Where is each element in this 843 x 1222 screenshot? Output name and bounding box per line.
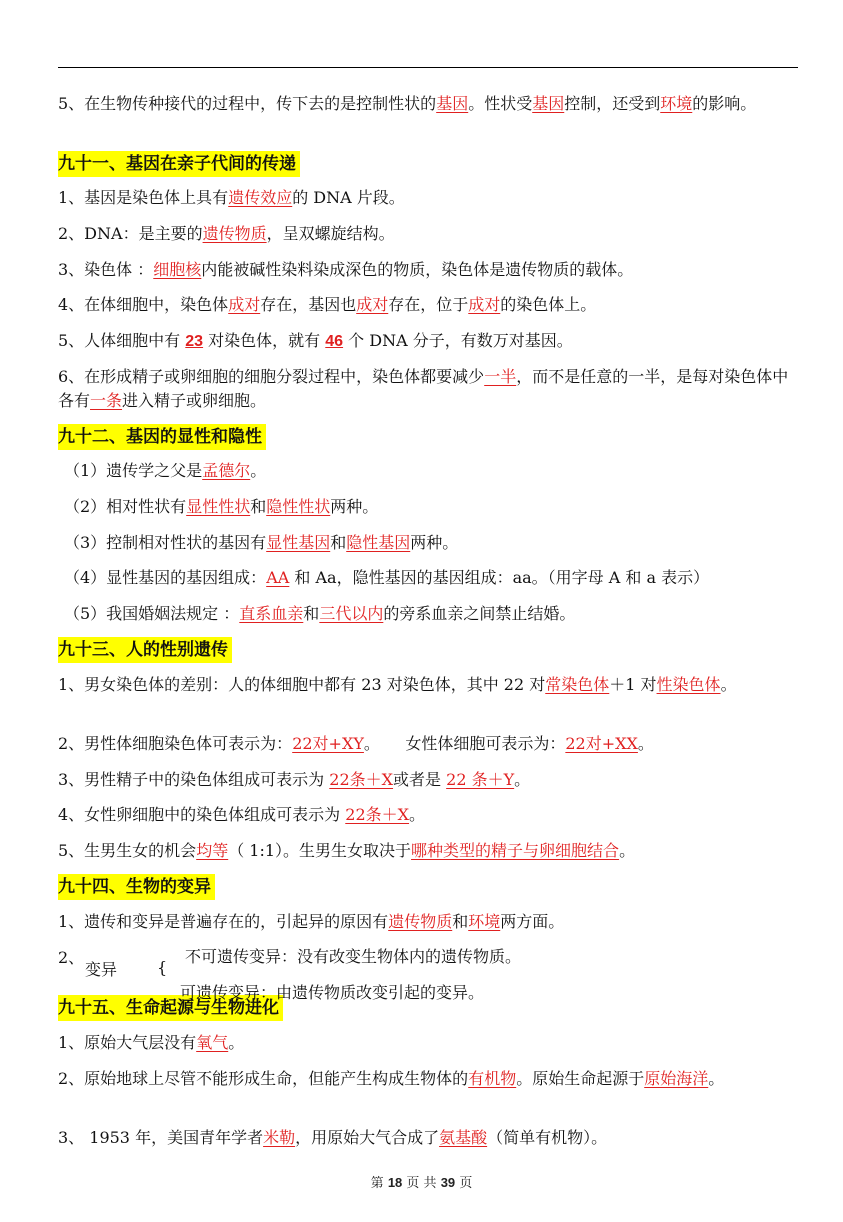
key-term: 基因	[532, 94, 565, 113]
s91-line-6: 6、在形成精子或卵细胞的细胞分裂过程中，染色体都要减少一半，而不是任意的一半，是每对染色体中各有一条进入精子或卵细胞。	[58, 367, 789, 410]
s92-line-1: （1）遗传学之父是孟德尔。	[64, 461, 267, 480]
text: 控制，还受到	[564, 94, 661, 113]
key-term: 一半	[484, 367, 517, 386]
key-term: 环境	[660, 94, 693, 113]
text: 的影响。	[692, 94, 757, 113]
s92-line-4: （4）显性基因的基因组成：AA 和 Aa，隐性基因的基因组成：aa。（用字母 A 和 a 表示）	[64, 568, 710, 587]
s93-line-3: 3、男性精子中的染色体组成可表示为 22条＋X或者是 22 条＋Y。	[58, 770, 531, 789]
s95-line-2: 2、原始地球上尽管不能形成生命，但能产生构成生物体的有机物。原始生命起源于原始海洋。	[58, 1069, 725, 1088]
key-term: 隐性基因	[346, 533, 411, 552]
section-heading-94: 九十四、生物的变异	[58, 874, 215, 900]
s93-line-5: 5、生男生女的机会均等（ 1:1）。生男生女取决于哪种类型的精子与卵细胞结合。	[58, 841, 636, 860]
key-term: 直系血亲	[239, 604, 304, 623]
heritable-variation: 可遗传变异：由遗传物质改变引起的变异。	[180, 983, 485, 1002]
key-term: 成对	[356, 295, 389, 314]
s91-line-4: 4、在体细胞中，染色体成对存在，基因也成对存在，位于成对的染色体上。	[58, 295, 597, 314]
key-number: 46	[325, 333, 344, 350]
paragraph-top	[58, 92, 798, 116]
key-term: 氨基酸	[439, 1128, 488, 1147]
page-number: 18	[387, 1175, 403, 1190]
key-term: 隐性性状	[266, 497, 331, 516]
s91-line-1: 1、基因是染色体上具有遗传效应的 DNA 片段。	[58, 188, 405, 207]
section-heading-95: 九十五、生命起源与生物进化	[58, 995, 283, 1021]
brace: {	[157, 958, 168, 977]
s94-line-1: 1、遗传和变异是普遍存在的，引起异的原因有遗传物质和环境两方面。	[58, 912, 565, 931]
variation-label: 变异	[85, 960, 118, 979]
s92-line-2: （2）相对性状有显性性状和隐性性状两种。	[64, 497, 379, 516]
key-term: 常染色体	[545, 675, 610, 694]
key-term: 细胞核	[153, 260, 202, 279]
key-term: 一条	[90, 391, 123, 410]
key-term: 环境	[468, 912, 501, 931]
s91-line-5: 5、人体细胞中有 23 对染色体，就有 46 个 DNA 分子，有数万对基因。	[58, 331, 573, 350]
key-term: 22对+XY	[292, 734, 364, 753]
header-rule	[58, 67, 798, 68]
key-term: 成对	[468, 295, 501, 314]
key-term: 性染色体	[656, 675, 721, 694]
key-term: 原始海洋	[644, 1069, 709, 1088]
s93-line-4: 4、女性卵细胞中的染色体组成可表示为 22条＋X。	[58, 805, 426, 824]
key-term: 遗传物质	[388, 912, 453, 931]
key-term: 22对+XX	[565, 734, 638, 753]
key-term: 遗传效应	[228, 188, 293, 207]
key-term: 22条＋X	[329, 770, 394, 789]
text: 5、在生物传种接代的过程中，传下去的是控制性状的	[58, 94, 437, 113]
s94-line-2-number: 2、	[58, 948, 85, 967]
key-term: AA	[266, 568, 290, 587]
s93-line-1: 1、男女染色体的差别：人的体细胞中都有 23 对染色体，其中 22 对常染色体＋1 对性染色体。	[58, 675, 737, 694]
page-footer: 第 18 页 共 39 页	[370, 1175, 473, 1191]
s95-line-1: 1、原始大气层没有氧气。	[58, 1033, 245, 1052]
key-term: 米勒	[263, 1128, 296, 1147]
key-term: 成对	[228, 295, 261, 314]
section-heading-93: 九十三、人的性别遗传	[58, 637, 232, 663]
key-term: 哪种类型的精子与卵细胞结合	[411, 841, 620, 860]
s91-line-2: 2、DNA：是主要的遗传物质，呈双螺旋结构。	[58, 224, 395, 243]
key-term: 显性基因	[266, 533, 331, 552]
key-term: 22条＋X	[345, 805, 410, 824]
text: 。性状受	[468, 94, 533, 113]
key-term: 氧气	[196, 1033, 229, 1052]
s95-line-3: 3、 1953 年，美国青年学者米勒，用原始大气合成了氨基酸（简单有机物）。	[58, 1128, 608, 1147]
key-term: 基因	[436, 94, 469, 113]
key-term: 遗传物质	[202, 224, 267, 243]
key-number: 23	[185, 333, 204, 350]
s91-line-3: 3、染色体 ：细胞核内能被碱性染料染成深色的物质，染色体是遗传物质的载体。	[58, 260, 634, 279]
total-pages: 39	[440, 1175, 456, 1190]
key-term: 三代以内	[319, 604, 384, 623]
key-term: 孟德尔	[202, 461, 251, 480]
key-term: 均等	[196, 841, 229, 860]
key-term: 有机物	[468, 1069, 517, 1088]
s92-line-3: （3）控制相对性状的基因有显性基因和隐性基因两种。	[64, 533, 459, 552]
key-term: 22 条＋Y	[446, 770, 515, 789]
s92-line-5: （5）我国婚姻法规定 ：直系血亲和三代以内的旁系血亲之间禁止结婚。	[64, 604, 576, 623]
section-heading-92: 九十二、基因的显性和隐性	[58, 424, 266, 450]
key-term: 显性性状	[186, 497, 251, 516]
non-heritable-variation: 不可遗传变异：没有改变生物体内的遗传物质。	[185, 947, 522, 966]
s93-line-2: 2、男性体细胞染色体可表示为：22对+XY。 女性体细胞可表示为：22对+XX。	[58, 734, 654, 753]
section-heading-91: 九十一、基因在亲子代间的传递	[58, 151, 300, 177]
